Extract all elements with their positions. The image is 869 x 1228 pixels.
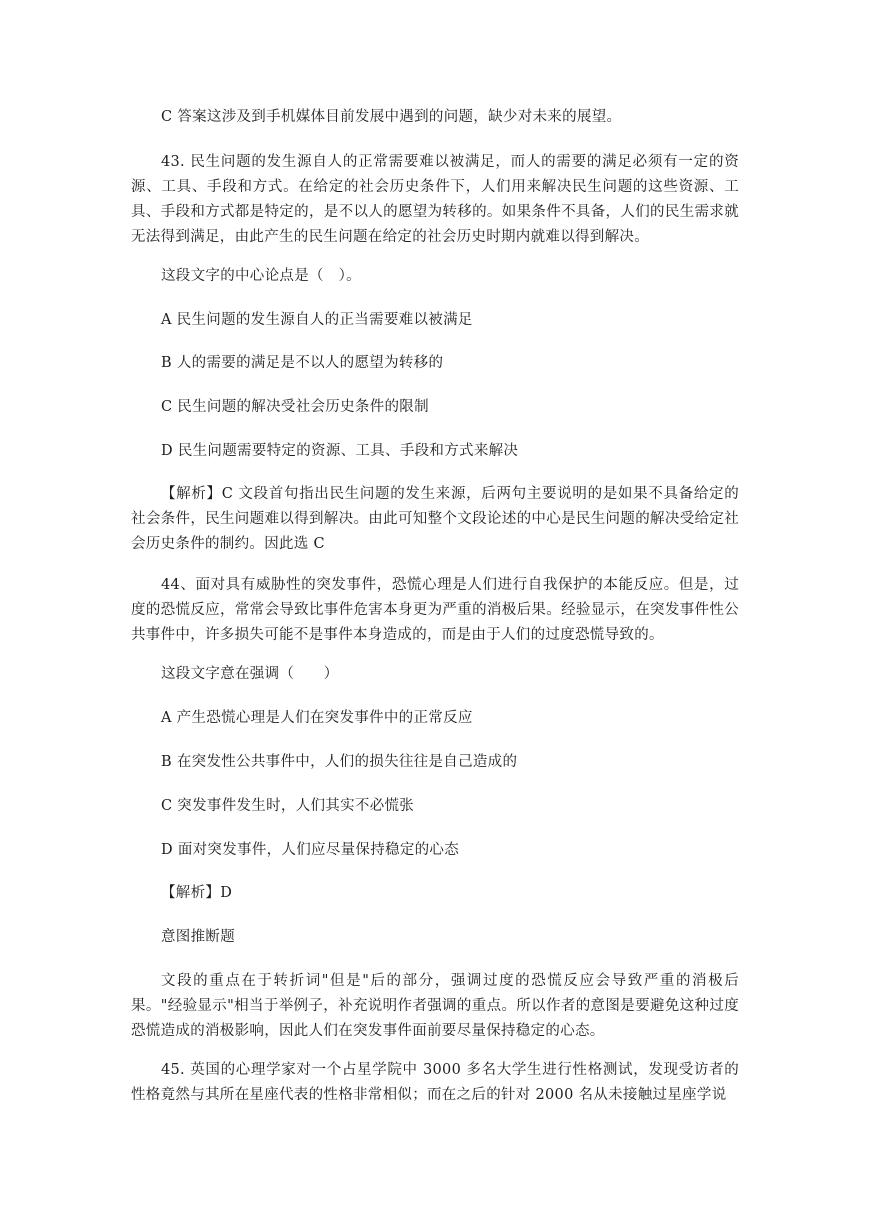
question-45-passage: 45. 英国的心理学家对一个占星学院中 3000 多名大学生进行性格测试，发现受访者的性格竟然与其所在星座代表的性格非常相似；而在之后的针对 2000 名从未接触过星座学说 bbox=[131, 1062, 739, 1103]
question-43-prompt: 这段文字的中心论点是（ ）。 bbox=[161, 268, 361, 284]
question-44-prompt: 这段文字意在强调（ ） bbox=[161, 666, 339, 682]
question-43-option-c: C 民生问题的解决受社会历史条件的限制 bbox=[161, 399, 429, 415]
question-44-option-a: A 产生恐慌心理是人们在突发事件中的正常反应 bbox=[161, 710, 473, 726]
question-43-analysis: 【解析】C 文段首句指出民生问题的发生来源，后两句主要说明的是如果不具备给定的社会条件，民生问题难以得到解决。由此可知整个文段论述的中心是民生问题的解决受给定社会历史条件的制约。因此选 C bbox=[131, 486, 739, 552]
question-44-analysis: 【解析】D bbox=[161, 885, 233, 901]
question-44-option-c: C 突发事件发生时，人们其实不必慌张 bbox=[161, 798, 415, 814]
question-44-option-d: D 面对突发事件，人们应尽量保持稳定的心态 bbox=[161, 842, 460, 858]
question-44-explanation: 文段的重点在于转折词"但是"后的部分，强调过度的恐慌反应会导致严重的消极后果。"经验显示"相当于举例子，补充说明作者强调的重点。所以作者的意图是要避免这种过度恐慌造成的消极影响，因此人们在突发事件面前要尽量保持稳定的心态。 bbox=[131, 973, 739, 1039]
question-43-option-b: B 人的需要的满足是不以人的愿望为转移的 bbox=[161, 355, 444, 371]
question-44-option-b: B 在突发性公共事件中，人们的损失往往是自己造成的 bbox=[161, 754, 518, 770]
question-44-type: 意图推断题 bbox=[161, 929, 235, 945]
answer-c-note: C 答案这涉及到手机媒体目前发展中遇到的问题，缺少对未来的展望。 bbox=[161, 109, 622, 125]
question-43-passage: 43. 民生问题的发生源自人的正常需要难以被满足，而人的需要的满足必须有一定的资源、工具、手段和方式。在给定的社会历史条件下，人们用来解决民生问题的这些资源、工具、手段和方式都是特定的，是不以人的愿望为转移的。如果条件不具备，人们的民生需求就无法得到满足，由此产生的民生问题在给定的社会历史时期内就难以得到解决。 bbox=[131, 154, 739, 245]
question-43-option-a: A 民生问题的发生源自人的正当需要难以被满足 bbox=[161, 312, 473, 328]
question-44-passage: 44、面对具有威胁性的突发事件，恐慌心理是人们进行自我保护的本能反应。但是，过度的恐慌反应，常常会导致比事件危害本身更为严重的消极后果。经验显示，在突发事件性公共事件中，许多损失可能不是事件本身造成的，而是由于人们的过度恐慌导致的。 bbox=[131, 577, 739, 643]
question-43-option-d: D 民生问题需要特定的资源、工具、手段和方式来解决 bbox=[161, 443, 519, 459]
